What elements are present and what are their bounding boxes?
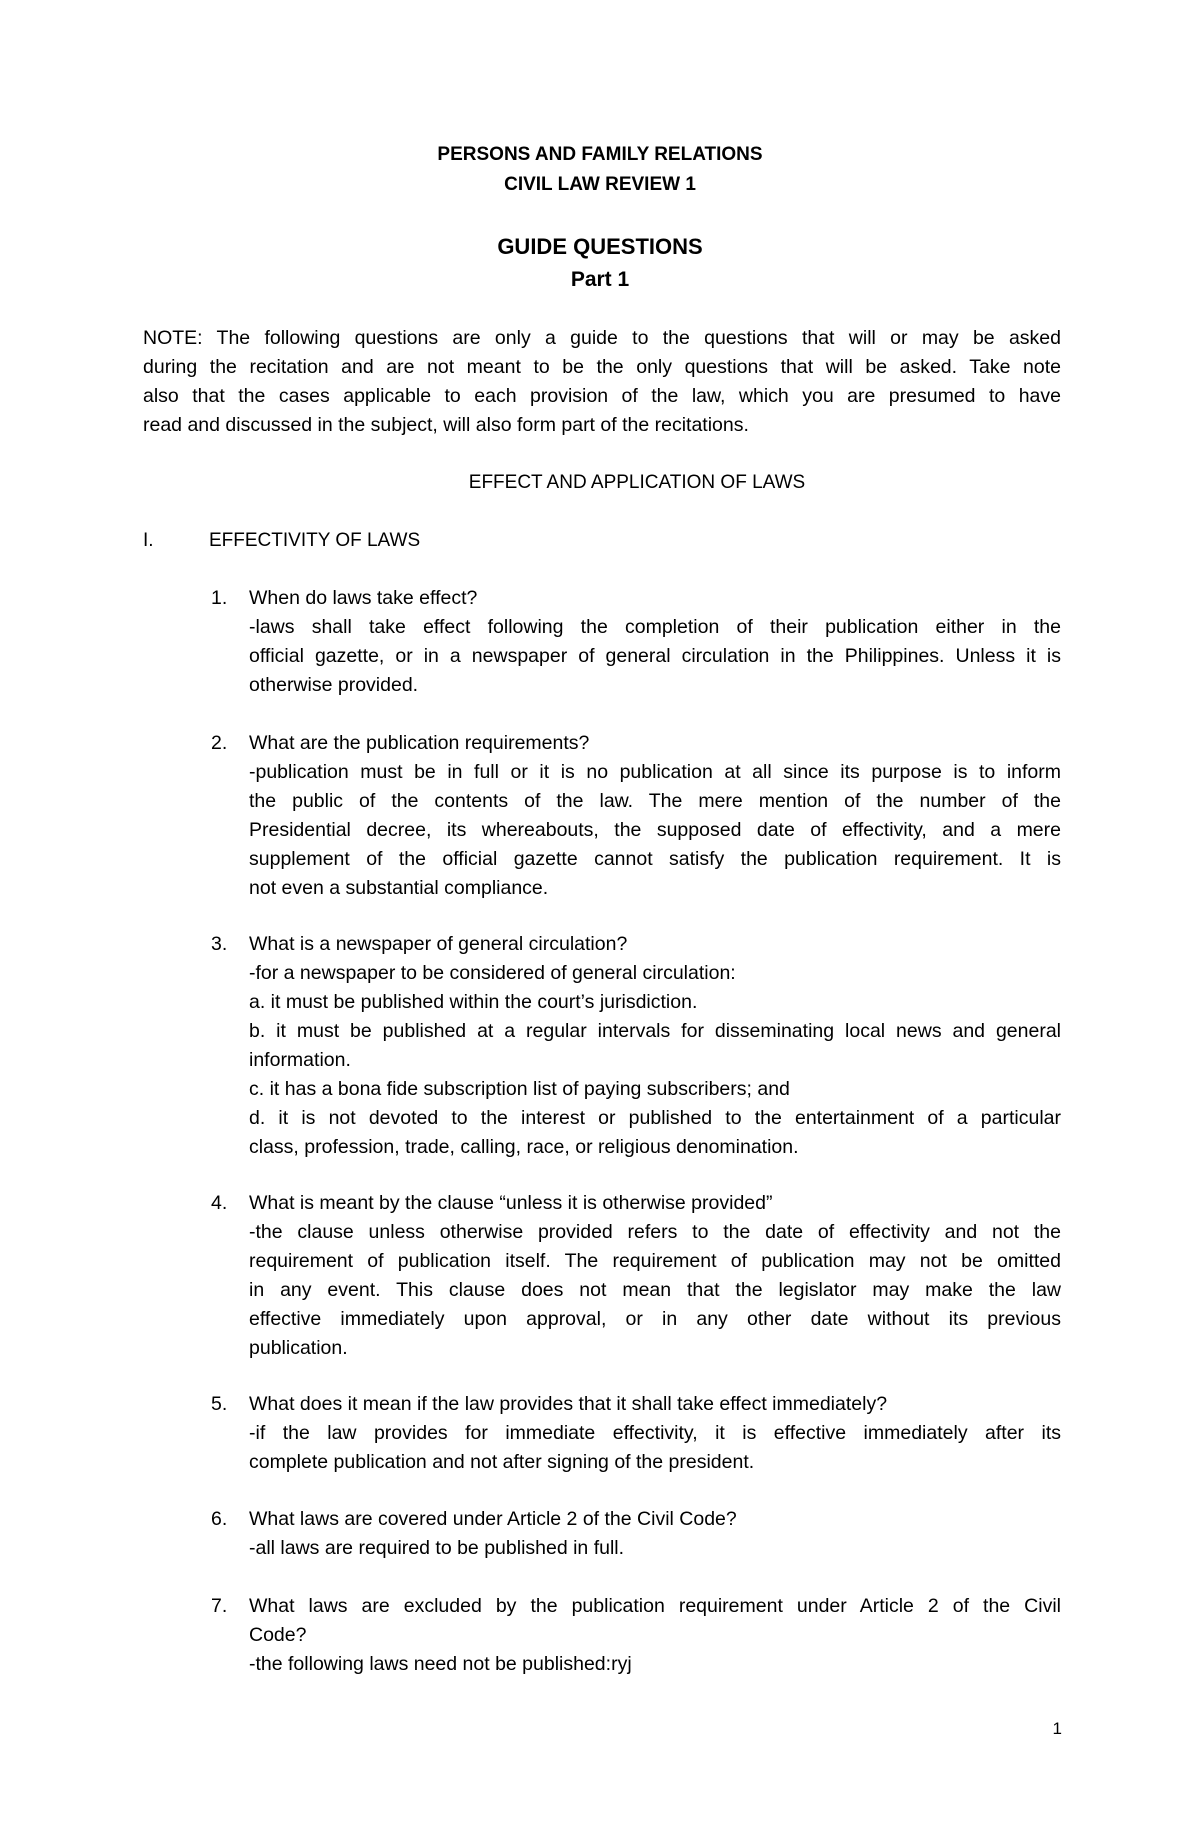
answer-line: a. it must be published within the court’s jurisdiction.	[249, 991, 698, 1013]
answer-line: d. it is not devoted to the interest or published to the entertainment of a particular	[249, 1107, 1061, 1129]
question-number: 4.	[211, 1192, 228, 1214]
question-number: 1.	[211, 587, 228, 609]
note-paragraph	[143, 324, 1061, 440]
answer-line: -laws shall take effect following the completion of their publication either in the	[249, 616, 1061, 638]
section-heading	[0, 472, 1200, 494]
question-text: When do laws take effect?	[249, 587, 478, 609]
note-line: read and discussed in the subject, will also form part of the recitations.	[143, 414, 749, 436]
question-item	[249, 1390, 1061, 1477]
answer-line: -if the law provides for immediate effectivity, it is effective immediately after its	[249, 1422, 1061, 1444]
question-number: 2.	[211, 732, 228, 754]
question-text: What are the publication requirements?	[249, 732, 590, 754]
course-subtitle: CIVIL LAW REVIEW 1	[504, 174, 696, 195]
answer-line: not even a substantial compliance.	[249, 877, 549, 899]
note-line: NOTE: The following questions are only a guide to the questions that will or may be asked	[143, 327, 1061, 349]
question-item	[249, 729, 1061, 903]
question-item	[249, 1189, 1061, 1363]
answer-line: -for a newspaper to be considered of general circulation:	[249, 962, 736, 984]
question-text: What is meant by the clause “unless it is otherwise provided”	[249, 1192, 773, 1214]
answer-line: effective immediately upon approval, or in any other date without its previous	[249, 1308, 1061, 1330]
question-number: 7.	[211, 1595, 228, 1617]
course-title: PERSONS AND FAMILY RELATIONS	[437, 144, 763, 165]
answer-line: official gazette, or in a newspaper of general circulation in the Philippines. Unless it is	[249, 645, 1061, 667]
answer-line: class, profession, trade, calling, race, or religious denomination.	[249, 1136, 799, 1158]
question-item	[249, 1505, 1061, 1563]
roman-numeral: I.	[143, 530, 154, 551]
subsection-title: EFFECTIVITY OF LAWS	[209, 530, 421, 551]
question-item	[249, 930, 1061, 1162]
question-number: 6.	[211, 1508, 228, 1530]
answer-line: in any event. This clause does not mean that the legislator may make the law	[249, 1279, 1061, 1301]
answer-line: Presidential decree, its whereabouts, the supposed date of effectivity, and a mere	[249, 819, 1061, 841]
question-item	[249, 584, 1061, 700]
answer-line: information.	[249, 1049, 351, 1071]
answer-line: requirement of publication itself. The requirement of publication may not be omitted	[249, 1250, 1061, 1272]
question-number: 5.	[211, 1393, 228, 1415]
question-text-continued: Code?	[249, 1624, 307, 1646]
note-line: during the recitation and are not meant to be the only questions that will be asked. Take note	[143, 356, 1061, 378]
page-title: GUIDE QUESTIONS	[497, 234, 703, 259]
question-text: What is a newspaper of general circulation?	[249, 933, 628, 955]
answer-line: c. it has a bona fide subscription list of paying subscribers; and	[249, 1078, 790, 1100]
note-line: also that the cases applicable to each provision of the law, which you are presumed to have	[143, 385, 1061, 407]
question-text: What does it mean if the law provides that it shall take effect immediately?	[249, 1393, 888, 1415]
question-item	[249, 1592, 1061, 1679]
answer-line: the public of the contents of the law. The mere mention of the number of the	[249, 790, 1061, 812]
part-label: Part 1	[570, 268, 630, 291]
answer-line: -all laws are required to be published in full.	[249, 1537, 625, 1559]
answer-line: -publication must be in full or it is no publication at all since its purpose is to inform	[249, 761, 1061, 783]
answer-line: supplement of the official gazette cannot satisfy the publication requirement. It is	[249, 848, 1061, 870]
question-text: What laws are excluded by the publication requirement under Article 2 of the Civil	[249, 1595, 1061, 1617]
section-heading-text: EFFECT AND APPLICATION OF LAWS	[468, 472, 806, 493]
question-text: What laws are covered under Article 2 of the Civil Code?	[249, 1508, 737, 1530]
question-number: 3.	[211, 933, 228, 955]
answer-line: publication.	[249, 1337, 348, 1359]
answer-line: -the clause unless otherwise provided refers to the date of effectivity and not the	[249, 1221, 1061, 1243]
page-number: 1	[1052, 1719, 1062, 1738]
answer-line: complete publication and not after signing of the president.	[249, 1451, 755, 1473]
answer-line: b. it must be published at a regular intervals for disseminating local news and general	[249, 1020, 1061, 1042]
answer-line: -the following laws need not be published:ryj	[249, 1653, 632, 1675]
answer-line: otherwise provided.	[249, 674, 419, 696]
